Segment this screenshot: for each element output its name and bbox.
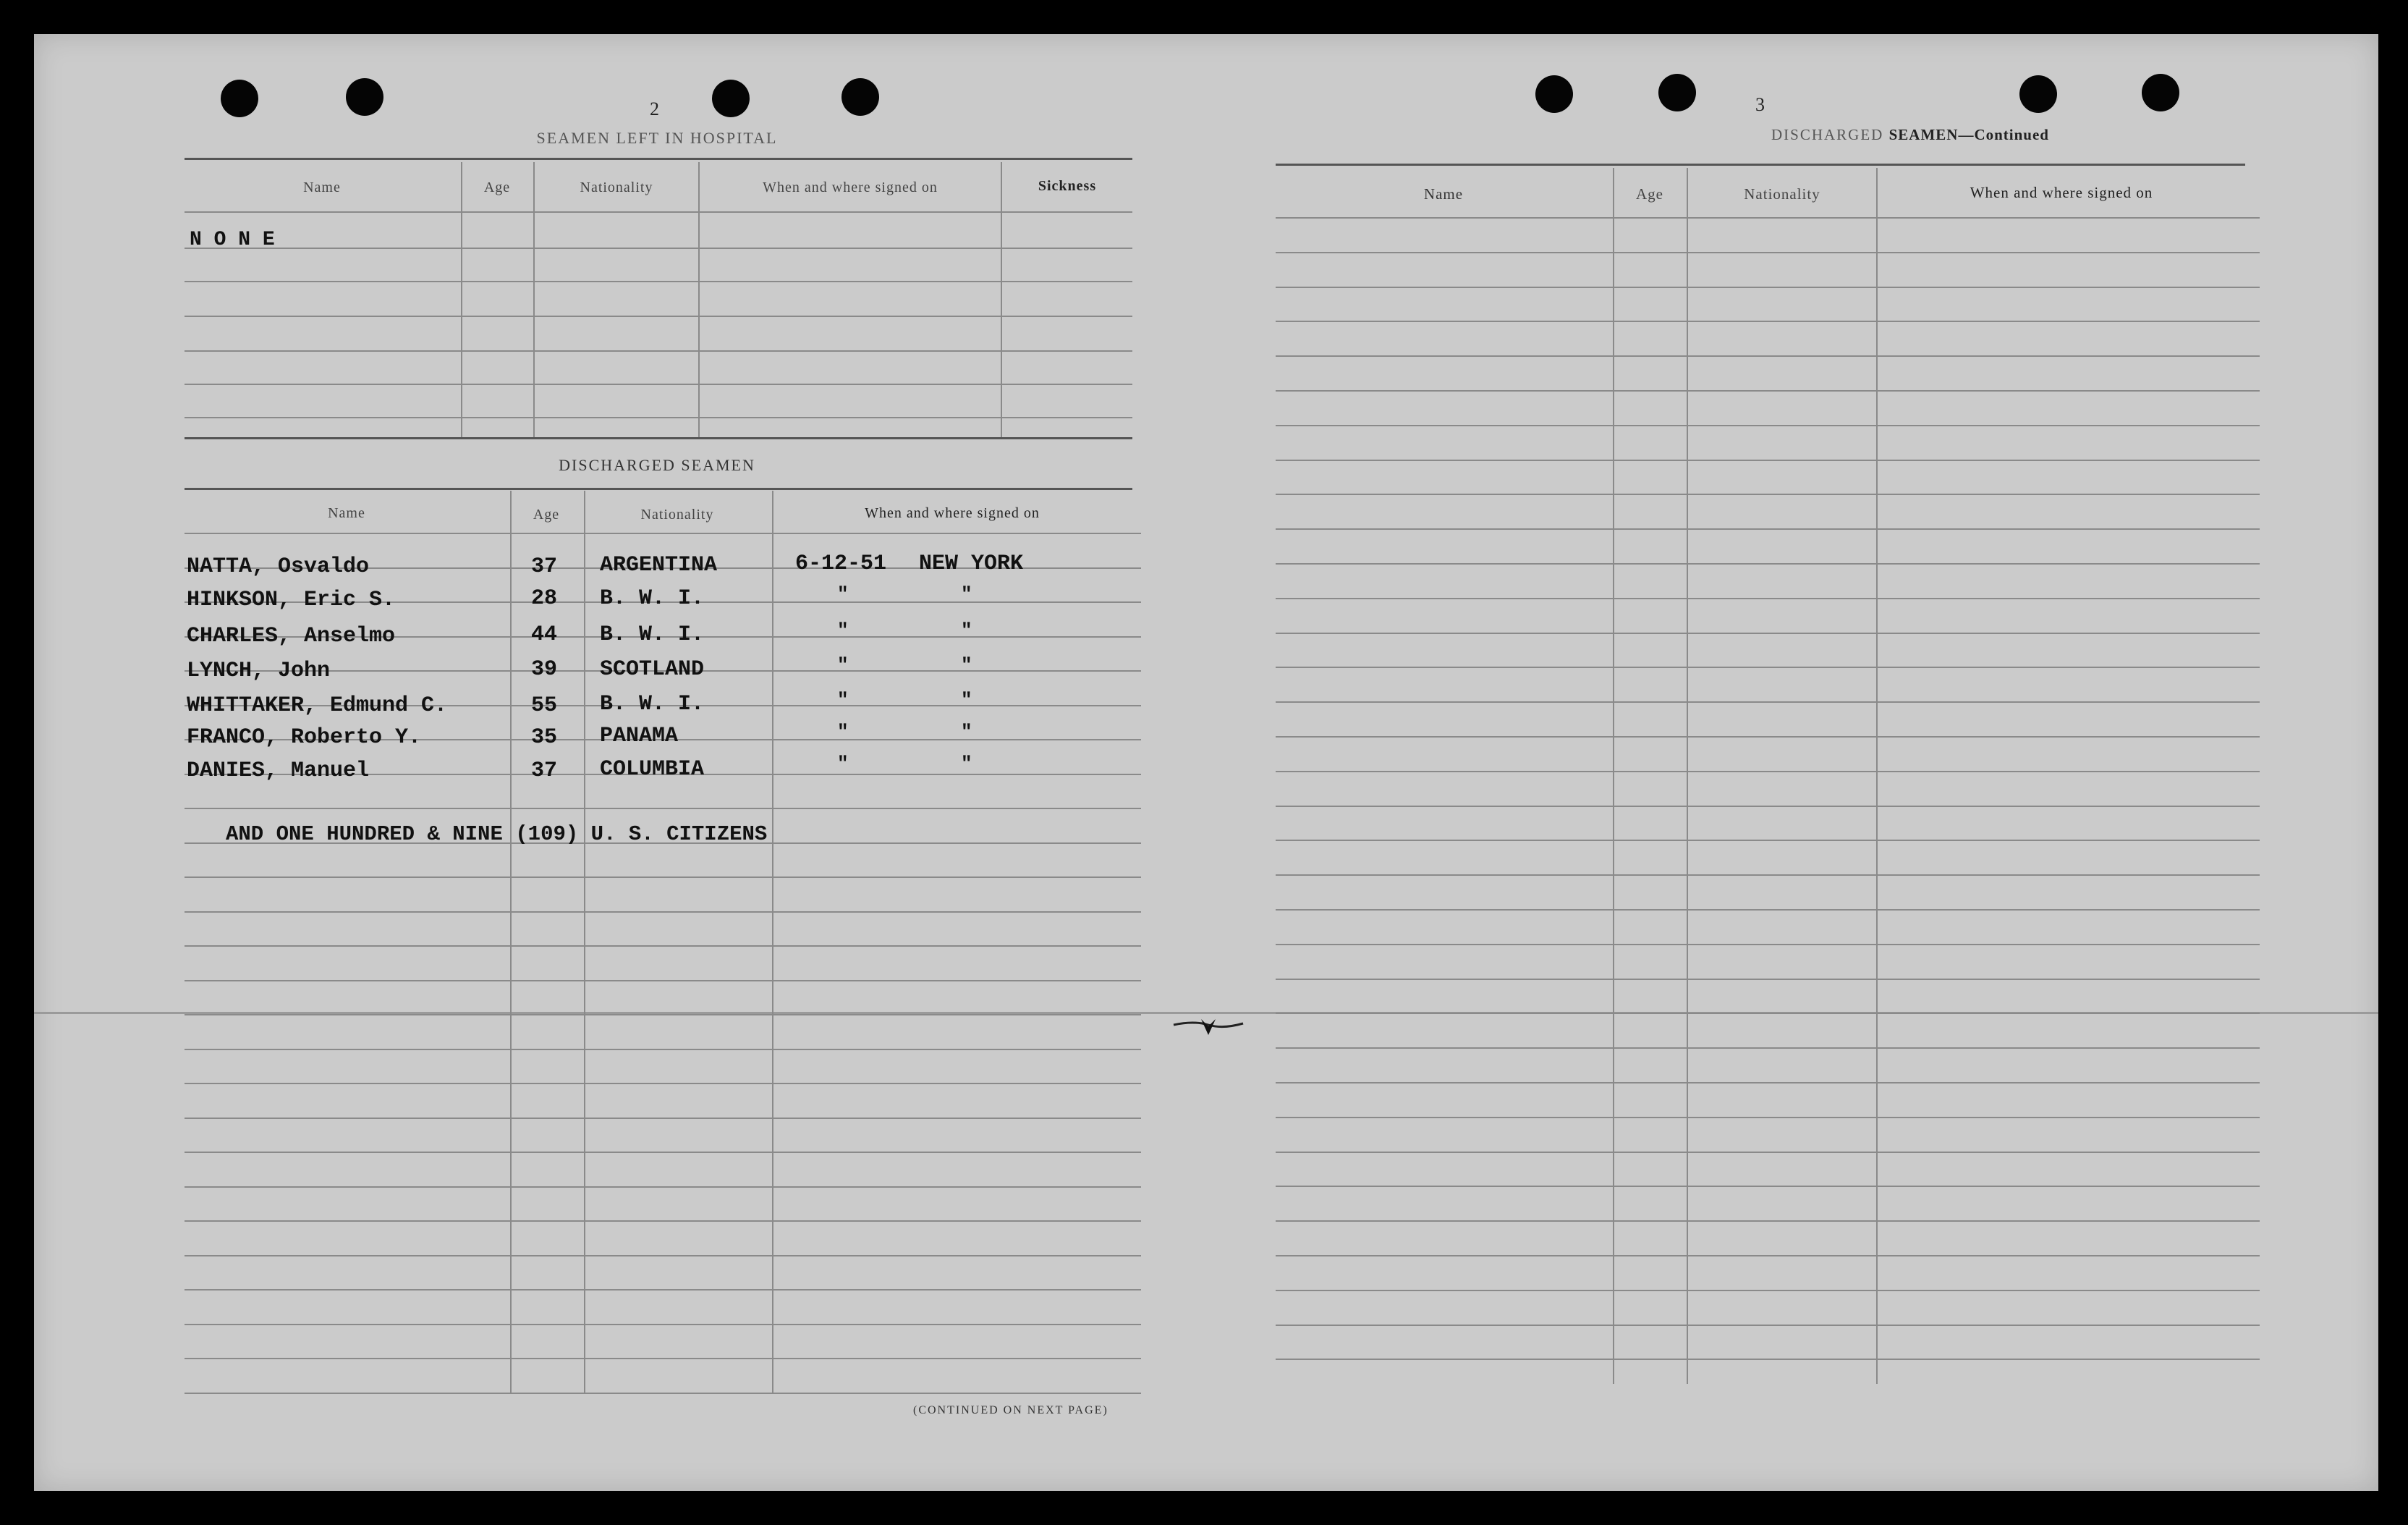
row-nationality: B. W. I.: [600, 692, 705, 717]
row-name: LYNCH, John: [187, 659, 331, 683]
hospital-col-divider: [698, 162, 700, 437]
punch-hole: [2019, 75, 2057, 113]
discharged-col-nationality: Nationality: [640, 507, 714, 523]
hospital-rule: [185, 316, 1132, 317]
hospital-rule: [185, 350, 1132, 352]
punch-hole: [346, 78, 383, 116]
continued-col-divider: [1876, 168, 1878, 1384]
hospital-rule: [185, 248, 1132, 249]
discharged-rule: [185, 1186, 1141, 1188]
discharged-rule: [185, 533, 1141, 534]
discharged-section-title: DISCHARGED SEAMEN: [559, 456, 755, 474]
hospital-col-divider: [461, 162, 462, 437]
discharged-rule: [185, 1049, 1141, 1050]
row-place-ditto: ": [961, 721, 972, 743]
punch-hole: [712, 80, 750, 117]
continued-rule: [1276, 944, 2260, 945]
continued-rule: [1276, 1082, 2260, 1083]
row-nationality: B. W. I.: [600, 586, 705, 611]
discharged-rule: [185, 1324, 1141, 1325]
continued-rule: [1276, 771, 2260, 772]
discharged-col-age: Age: [533, 507, 560, 523]
discharged-rule: [185, 808, 1141, 809]
continued-rule: [1276, 874, 2260, 876]
row-nationality: ARGENTINA: [600, 553, 718, 578]
continued-rule: [1276, 1359, 2260, 1360]
hospital-table-top-rule: [185, 158, 1132, 160]
continued-rule: [1276, 321, 2260, 322]
row-place-ditto: ": [961, 753, 972, 774]
row-place-ditto: ": [961, 583, 972, 605]
discharged-rule: [185, 1014, 1141, 1015]
hospital-rule: [185, 384, 1132, 385]
continued-rule: [1276, 806, 2260, 807]
hospital-col-name: Name: [303, 179, 341, 195]
row-place-ditto: ": [961, 620, 972, 641]
discharged-rule: [185, 1289, 1141, 1290]
row-place-ditto: ": [961, 689, 972, 711]
discharged-col-divider: [510, 491, 512, 1393]
row-date-ditto: ": [837, 753, 849, 774]
hospital-col-divider: [533, 162, 535, 437]
continued-rule: [1276, 1255, 2260, 1256]
discharged-rule: [185, 1393, 1141, 1394]
continued-rule: [1276, 390, 2260, 392]
punch-hole: [2142, 74, 2179, 111]
row-age: 44: [531, 622, 558, 647]
row-age: 39: [531, 657, 558, 682]
discharged-rule: [185, 980, 1141, 981]
continued-col-divider: [1687, 168, 1688, 1384]
binding-mark: [1172, 1010, 1245, 1039]
row-age: 35: [531, 725, 558, 750]
continued-rule: [1276, 528, 2260, 530]
punch-hole: [1535, 75, 1573, 113]
continued-rule: [1276, 979, 2260, 980]
us-citizens-note: AND ONE HUNDRED & NINE (109) U. S. CITIZENS: [226, 822, 768, 846]
continued-col-divider: [1613, 168, 1614, 1384]
hospital-col-divider: [1001, 162, 1002, 437]
discharged-rule: [185, 1083, 1141, 1084]
row-age: 37: [531, 554, 558, 579]
discharged-continued-title: [1519, 126, 2301, 144]
title-bold-part: SEAMEN—Continued: [1888, 126, 2049, 143]
row-nationality: SCOTLAND: [600, 657, 705, 682]
hospital-col-signed-on: When and where signed on: [763, 179, 938, 195]
continued-rule: [1276, 287, 2260, 288]
row-nationality: B. W. I.: [600, 622, 705, 647]
row-nationality: PANAMA: [600, 724, 679, 748]
continued-rule: [1276, 217, 2260, 219]
hospital-col-age: Age: [483, 179, 511, 195]
hospital-entry-none: N O N E: [190, 229, 275, 251]
discharged-rule: [185, 1152, 1141, 1153]
continued-rule: [1276, 494, 2260, 495]
discharged-rule: [185, 876, 1141, 878]
continued-rule: [1276, 425, 2260, 426]
continued-rule: [1276, 1047, 2260, 1049]
right-page-number: 3: [1755, 94, 1765, 115]
hospital-rule: [185, 211, 1132, 213]
continued-rule: [1276, 1290, 2260, 1291]
row-date-ditto: ": [837, 654, 849, 676]
discharged-rule: [185, 1118, 1141, 1119]
punch-hole: [221, 80, 258, 117]
hospital-table-bottom-rule: [185, 437, 1132, 439]
left-page-number: 2: [650, 98, 659, 119]
row-place: NEW YORK: [919, 552, 1024, 576]
continued-rule: [1276, 736, 2260, 738]
hospital-col-nationality: Nationality: [580, 179, 653, 195]
row-date: 6-12-51: [795, 552, 887, 576]
row-date-ditto: ": [837, 583, 849, 605]
row-name: HINKSON, Eric S.: [187, 588, 396, 612]
row-date-ditto: ": [837, 689, 849, 711]
continued-rule: [1276, 1117, 2260, 1118]
continued-rule: [1276, 840, 2260, 841]
continued-rule: [1276, 1186, 2260, 1187]
row-name: CHARLES, Anselmo: [187, 624, 396, 649]
row-date-ditto: ": [837, 620, 849, 641]
discharged-table-top-rule: [185, 488, 1132, 490]
row-nationality: COLUMBIA: [600, 757, 705, 782]
row-age: 37: [531, 759, 558, 783]
continued-rule: [1276, 1013, 2260, 1014]
discharged-col-name: Name: [328, 505, 365, 521]
discharged-rule: [185, 945, 1141, 947]
discharged-rule: [185, 1358, 1141, 1359]
continued-rule: [1276, 633, 2260, 634]
continued-rule: [1276, 701, 2260, 703]
row-place-ditto: ": [961, 654, 972, 676]
punch-hole: [1658, 74, 1696, 111]
row-name: DANIES, Manuel: [187, 759, 370, 783]
continued-rule: [1276, 252, 2260, 253]
discharged-col-divider: [772, 491, 773, 1393]
continued-rule: [1276, 355, 2260, 357]
continued-col-signed-on: When and where signed on: [1970, 184, 2153, 201]
continued-rule: [1276, 1325, 2260, 1326]
discharged-col-signed-on: When and where signed on: [865, 505, 1040, 521]
continued-rule: [1276, 460, 2260, 461]
continued-rule: [1276, 909, 2260, 911]
continued-rule: [1276, 667, 2260, 668]
row-age: 55: [531, 693, 558, 718]
continued-col-age: Age: [1636, 185, 1663, 203]
continued-table-top-rule: [1276, 164, 2245, 166]
row-name: WHITTAKER, Edmund C.: [187, 693, 448, 718]
continued-rule: [1276, 1152, 2260, 1153]
row-name: NATTA, Osvaldo: [187, 554, 370, 579]
discharged-col-divider: [584, 491, 585, 1393]
continued-rule: [1276, 598, 2260, 599]
hospital-section-title: SEAMEN LEFT IN HOSPITAL: [536, 129, 778, 147]
punch-hole: [841, 78, 879, 116]
row-age: 28: [531, 586, 558, 611]
hospital-rule: [185, 281, 1132, 282]
title-light-part: DISCHARGED: [1771, 126, 1889, 143]
hospital-col-sickness: Sickness: [1038, 178, 1097, 194]
discharged-rule: [185, 1220, 1141, 1222]
row-name: FRANCO, Roberto Y.: [187, 725, 422, 750]
discharged-rule: [185, 911, 1141, 913]
continued-footer: (CONTINUED ON NEXT PAGE): [913, 1404, 1108, 1416]
continued-col-name: Name: [1423, 185, 1464, 203]
continued-col-nationality: Nationality: [1744, 185, 1820, 203]
continued-rule: [1276, 1220, 2260, 1222]
row-date-ditto: ": [837, 721, 849, 743]
continued-rule: [1276, 563, 2260, 565]
discharged-rule: [185, 1255, 1141, 1256]
hospital-rule: [185, 417, 1132, 418]
